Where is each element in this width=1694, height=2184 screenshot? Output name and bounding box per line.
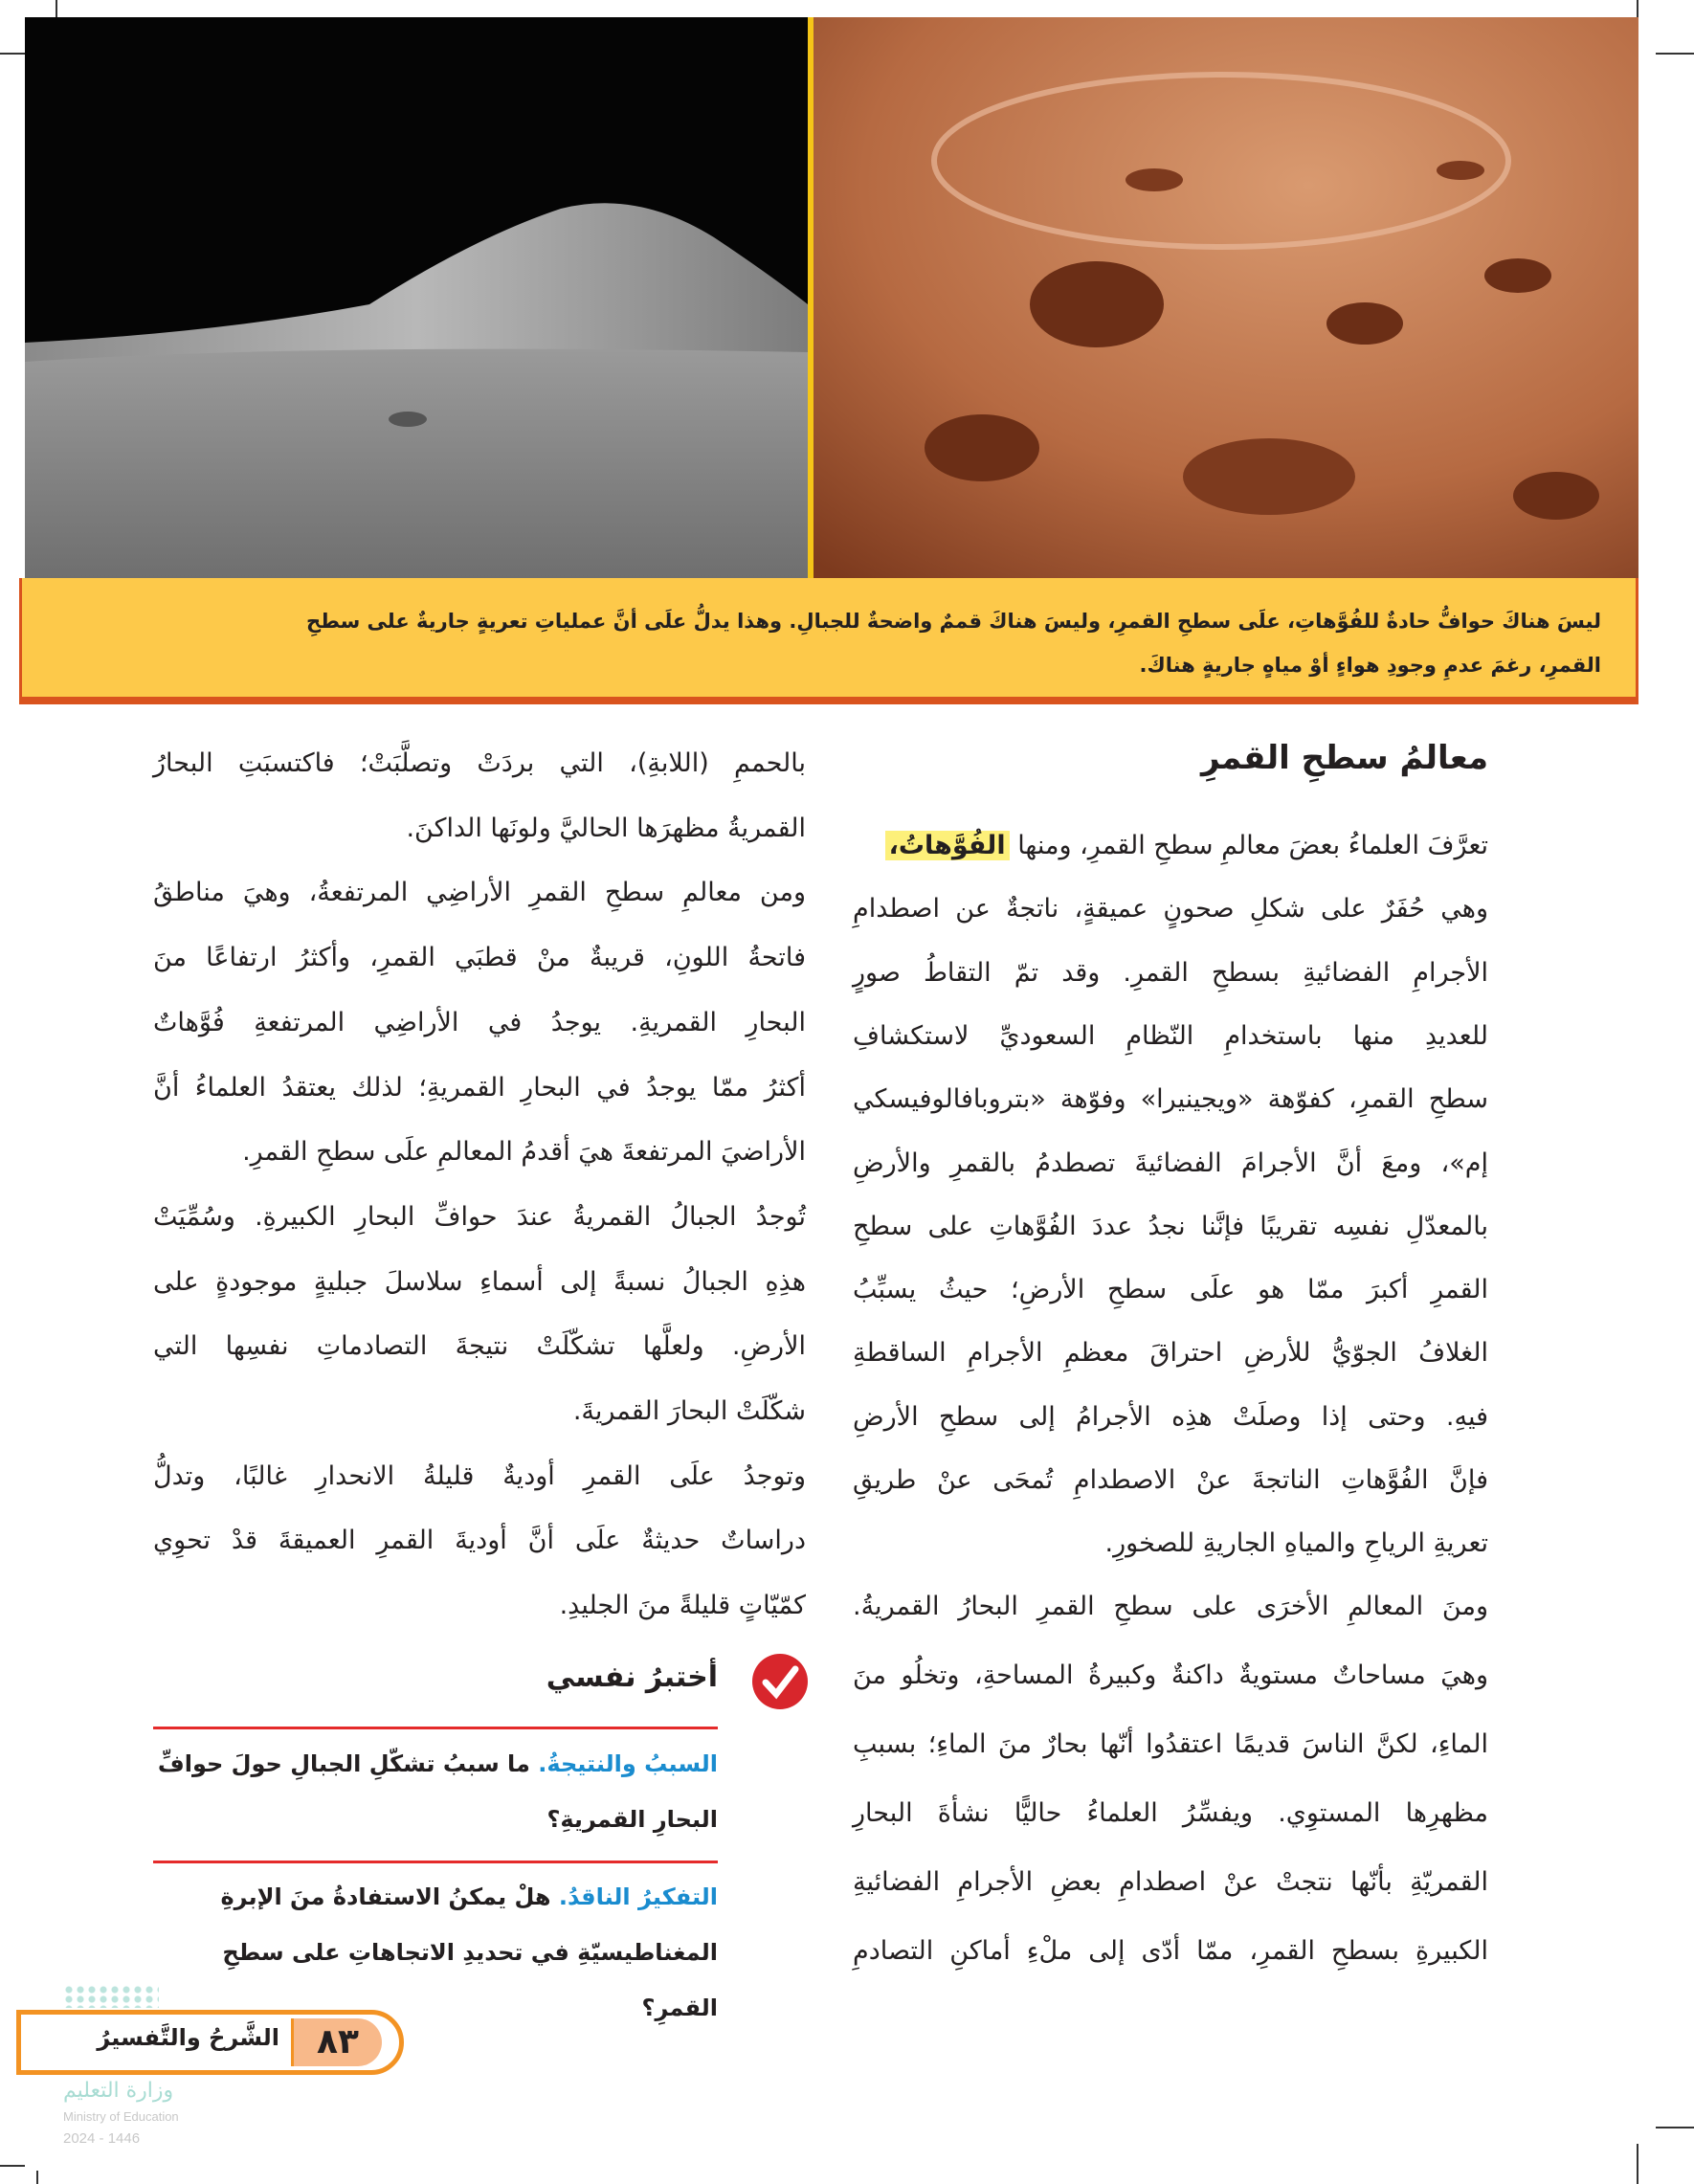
text-line: فيهِ. وحتى إذا وصلَتْ هذِه الأجرامُ إلى سطحِ الأرضِ <box>853 1401 1488 1432</box>
text-line: سطحِ القمرِ، كفوّهة «ويجينيرا» وفوّهة «بتروبافالوفيسكي <box>853 1084 1488 1115</box>
divider <box>153 1861 718 1863</box>
text-line: الأراضيَ المرتفعةَ هيَ أقدمُ المعالمِ علَى سطحِ القمرِ. <box>242 1137 806 1168</box>
section-title: معالمُ سطحِ القمرِ <box>1200 739 1488 777</box>
quiz-question-1 <box>153 1736 718 1847</box>
text-line: تعريةِ الرياحِ والمياهِ الجاريةِ للصخورِ. <box>1104 1528 1488 1559</box>
ministry-logo-dots <box>63 1985 159 2008</box>
text-span: تعرَّفَ العلماءُ بعضَ معالمِ سطحِ القمرِ، ومنها <box>1017 831 1488 860</box>
text-line: ومنَ المعالمِ الأخرَى على سطحِ القمرِ البحارُ القمريةُ. <box>853 1592 1488 1621</box>
text-line: القمريةُ مظهرَها الحاليَّ ولونَها الداكنَ. <box>406 813 806 843</box>
text-line: هذِهِ الجبالُ نسبةً إلى أسماءِ سلاسلَ جبليةٍ موجودةٍ على <box>153 1266 806 1297</box>
text-line: وهيَ مساحاتٌ مستويةٌ داكنةٌ وكبيرةُ المساحةِ، وتخلُو منَ <box>853 1660 1488 1690</box>
text-line: فاتحةُ اللونِ، قريبةٌ منْ قطبَي القمرِ، وأكثرُ ارتفاعًا منَ <box>153 943 806 973</box>
text-line: الكبيرةِ بسطحِ القمرِ، ممّا أدّى إلى ملْءِ أماكنِ التصادمِ <box>853 1936 1488 1966</box>
lunar-landscape-photo <box>25 17 808 578</box>
text-line: دراساتٌ حديثةٌ علَى أنَّ أوديةَ القمرِ العميقةَ قدْ تحوِي <box>153 1526 806 1556</box>
text-line <box>853 832 1488 860</box>
text-line: الغلافُ الجوّيُّ للأرضِ احتراقَ معظمِ الأجرامِ الساقطةِ <box>853 1338 1488 1369</box>
crater-surface-photo <box>814 17 1638 578</box>
text-line: الأجرامِ الفضائيةِ بسطحِ القمرِ. وقد تمّ التقاطُ صورٍ <box>853 957 1488 988</box>
crop-mark <box>1656 53 1694 55</box>
divider <box>153 1727 718 1729</box>
crop-mark <box>1637 2144 1638 2184</box>
text-line: فإنَّ الفُوَّهاتِ الناتجةَ عنْ الاصطدامِ تُمحَى عنْ طريقِ <box>853 1465 1488 1495</box>
watermark-year: 2024 - 1446 <box>63 2130 141 2147</box>
crop-mark <box>1656 2127 1694 2128</box>
section-label: الشَّرحُ والتَّفسيرُ <box>97 2024 279 2051</box>
moon-photos <box>25 17 1638 578</box>
text-line: أكثرُ ممّا يوجدُ في البحارِ القمريةِ؛ لذلك يعتقدُ العلماءُ أنَّ <box>153 1072 806 1103</box>
right-column-body <box>853 832 1488 1980</box>
quiz-title: أختبرُ نفسي <box>546 1660 718 1694</box>
text-line: إم»، ومعَ أنَّ الأجرامَ الفضائيةَ تصطدمُ بالقمرِ والأرضِ <box>853 1148 1488 1178</box>
text-line: تُوجدُ الجبالُ القمريةُ عندَ حوافِّ البحارِ الكبيرةِ. وسُمِّيَتْ <box>153 1201 806 1232</box>
right-column <box>853 739 1488 777</box>
text-line: الماءِ، لكنَّ الناسَ قديمًا اعتقدُوا أنّها بحارٌ منَ الماءِ؛ بسببِ <box>853 1729 1488 1759</box>
text-line: البحارِ القمريةِ. يوجدُ في الأراضِي المرتفعةِ فُوَّهاتٌ <box>153 1007 806 1037</box>
page-footer <box>16 2010 404 2075</box>
text-line: شكّلَتْ البحارَ القمريةَ. <box>572 1396 806 1426</box>
question-text: ما سببُ تشكّلِ الجبالِ حولَ حوافِّ البحارِ القمريةِ؟ <box>157 1750 718 1833</box>
caption-line: القمرِ، رغمَ عدمِ وجودِ هواءٍ أوْ مياهٍ جاريةٍ هناكَ. <box>1139 654 1601 677</box>
watermark-ar: وزارة التعليم <box>63 2079 174 2103</box>
photo-divider <box>808 17 814 578</box>
page-number: ٨٣ <box>291 2018 382 2066</box>
text-line: ومن معالمِ سطحِ القمرِ الأراضِي المرتفعةُ، وهيَ مناطقُ <box>153 878 806 908</box>
highlighted-term: الفُوَّهاتُ، <box>885 831 1010 860</box>
text-line: القمريّةِ بأنّها نتجتْ عنْ اصطدامِ بعضِ الأجرامِ الفضائيةِ <box>853 1867 1488 1897</box>
text-line: الأرضِ. ولعلَّها تشكّلَتْ نتيجةَ التصادماتِ نفسِها التي <box>153 1331 806 1362</box>
left-column <box>153 749 806 1659</box>
text-line: بالحممِ (اللابةِ)، التي بردَتْ وتصلَّبَتْ؛ فاكتسبَتِ البحارُ <box>153 748 806 778</box>
text-line: وتوجدُ علَى القمرِ أوديةٌ قليلةُ الانحدارِ غالبًا، وتدلُّ <box>153 1460 806 1491</box>
photo-caption <box>19 578 1638 704</box>
watermark-en: Ministry of Education <box>63 2109 179 2124</box>
text-line: كمّيّاتٍ قليلةً منَ الجليدِ. <box>559 1591 806 1621</box>
question-label: السببُ والنتيجةُ. <box>538 1750 718 1777</box>
text-line: مظهرِها المستوِي. ويفسِّرُ العلماءُ حاليًّا نشأةَ البحارِ <box>853 1798 1488 1828</box>
checkmark-icon <box>751 1653 809 1710</box>
crop-mark <box>36 2171 38 2184</box>
text-line: للعديدِ منها باستخدامِ النّظامِ السعوديِّ لاستكشافِ <box>853 1020 1488 1051</box>
text-line: بالمعدّلِ نفسِه تقريبًا فإنَّنا نجدُ عددَ الفُوَّهاتِ على سطحِ <box>853 1211 1488 1241</box>
question-text: هلْ يمكنُ الاستفادةُ منَ الإبرةِ المغناطيسيّةِ في تحديدِ الاتجاهاتِ على سطحِ القمرِ؟ <box>220 1883 718 2021</box>
text-line: القمرِ أكبرَ ممّا هو علَى سطحِ الأرضِ؛ حيثُ يسبِّبُ <box>853 1275 1488 1305</box>
text-line: وهي حُفَرٌ على شكلِ صحونٍ عميقةٍ، ناتجةٌ عن اصطدامِ <box>853 894 1488 925</box>
caption-line: ليسَ هناكَ حوافُّ حادةٌ للفُوَّهاتِ، علَى سطحِ القمرِ، وليسَ هناكَ قممٌ واضحةٌ للجبالِ. وهذا يدلُّ علَى أنَّ عملياتِ تعريةٍ جاريةٌ على سطحِ <box>305 610 1601 633</box>
crop-mark <box>0 2165 25 2167</box>
question-label: التفكيرُ الناقدُ. <box>558 1883 718 1910</box>
